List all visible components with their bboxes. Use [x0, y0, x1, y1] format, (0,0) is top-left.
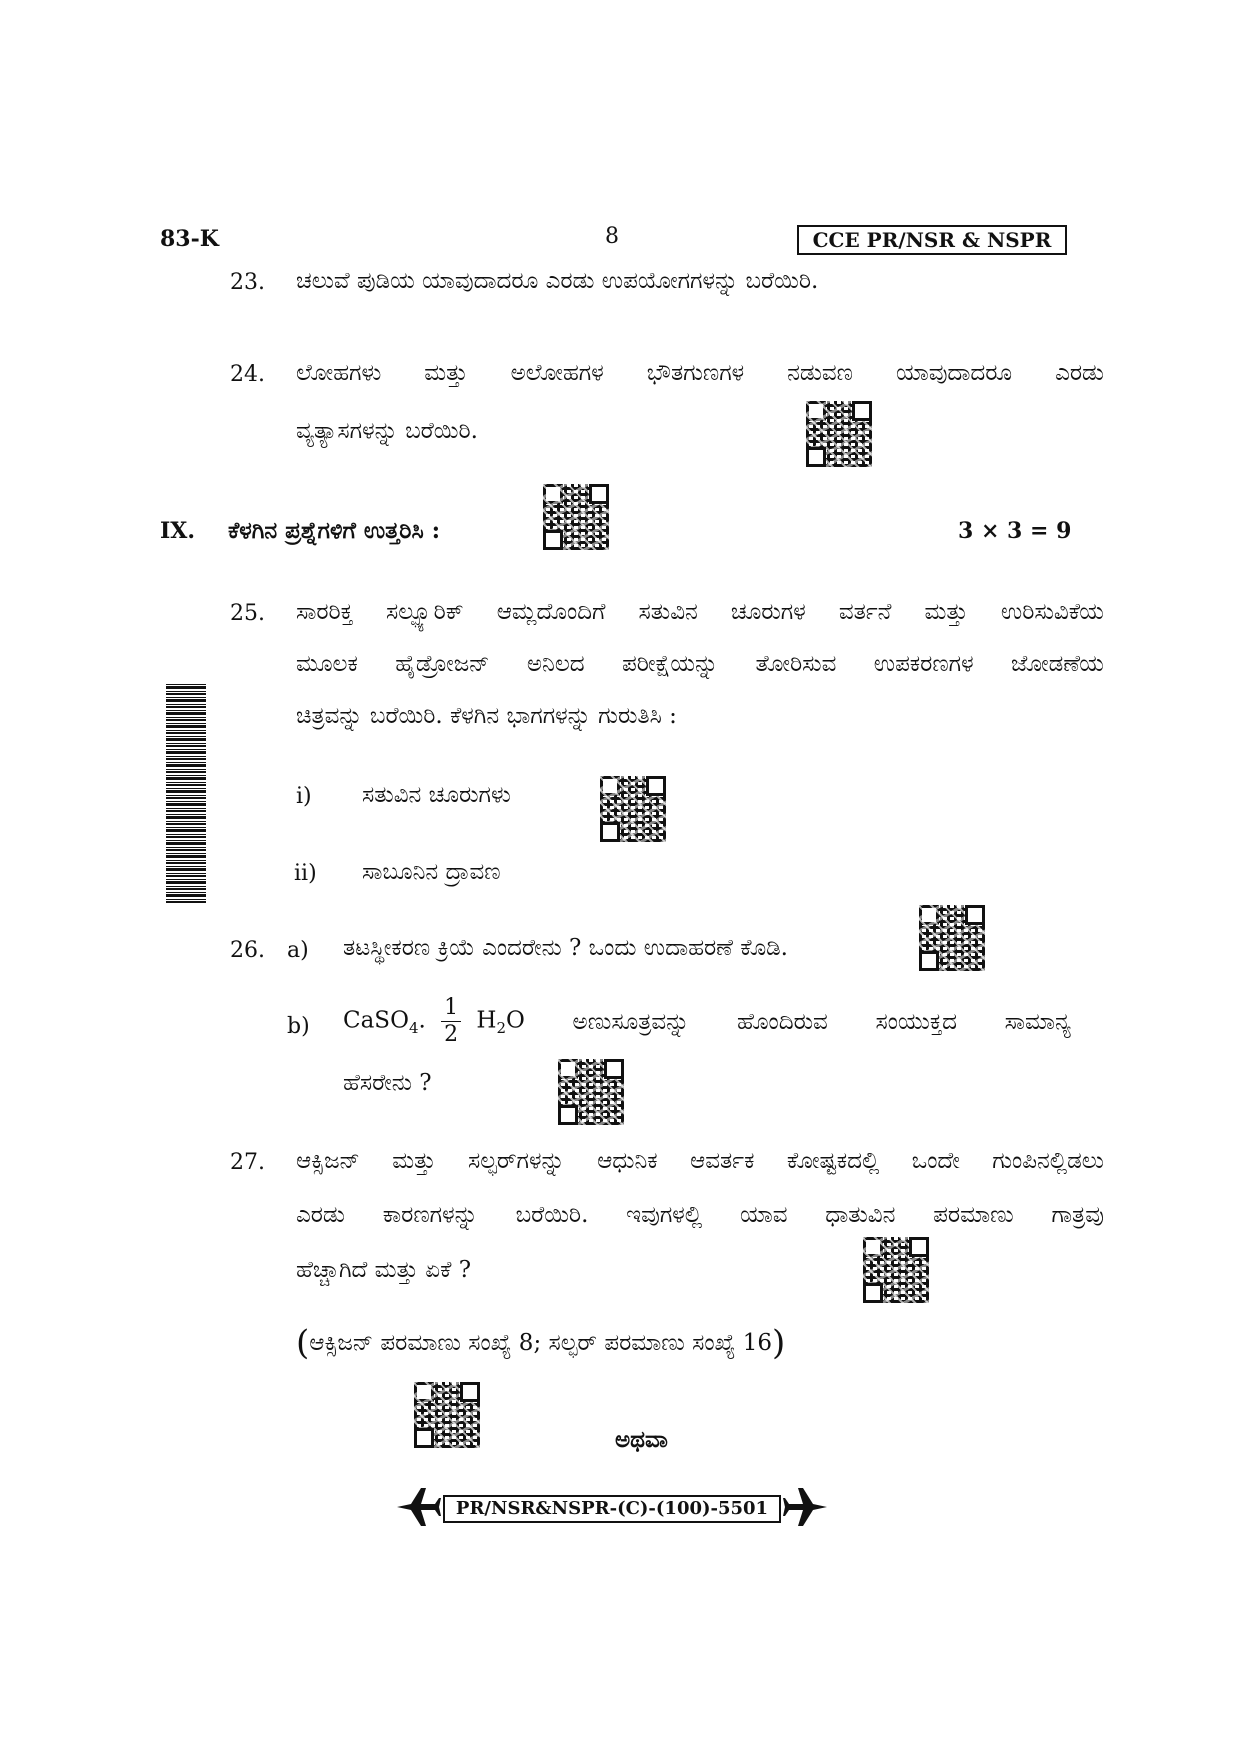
part-text: ಸಾಬೂನಿನ ದ್ರಾವಣ — [362, 859, 501, 885]
question-25-line-2 — [296, 651, 1104, 677]
question-number-25: 25. — [230, 601, 265, 626]
question-number-23: 23. — [230, 270, 265, 295]
part-label: i) — [296, 784, 312, 809]
word: ಸಾರರಿಕ್ತ — [296, 599, 353, 625]
word: ಇವುಗಳಲ್ಲಿ — [626, 1202, 703, 1228]
question-23-text: ಚಲುವೆ ಪುಡಿಯ ಯಾವುದಾದರೂ ಎರಡು ಉಪಯೋಗಗಳನ್ನು ಬರೆಯಿರಿ. — [296, 268, 819, 294]
word: ಬರೆಯಿರಿ. — [515, 1202, 589, 1228]
question-number-24: 24. — [230, 362, 265, 387]
word: ಎರಡು — [1055, 360, 1104, 386]
word: ಹೊಂದಿರುವ — [737, 1008, 828, 1035]
airplane-icon — [783, 1484, 829, 1530]
word: ನಡುವಣ — [787, 360, 853, 386]
word: ಸಂಯುಕ್ತದ — [875, 1008, 957, 1035]
section-title: ಕೆಳಗಿನ ಪ್ರಶ್ನೆಗಳಿಗೆ ಉತ್ತರಿಸಿ : — [228, 517, 441, 544]
word: ಗುಂಪಿನಲ್ಲಿಡಲು — [992, 1148, 1104, 1174]
part-text: ಸತುವಿನ ಚೂರುಗಳು — [362, 782, 511, 808]
word: ಯಾವುದಾದರೂ — [895, 360, 1013, 386]
word: ಅಲೋಹಗಳ — [510, 360, 604, 386]
barcode-icon — [166, 683, 206, 903]
word: ಸಾಮಾನ್ಯ — [1004, 1008, 1071, 1035]
question-27-line-1 — [296, 1148, 1104, 1174]
word: ಆಕ್ಸಿಜನ್ — [296, 1148, 360, 1174]
subpart-label: b) — [287, 1014, 310, 1039]
word: ಪರೀಕ್ಷೆಯನ್ನು — [621, 651, 719, 677]
qr-code-icon — [558, 1059, 624, 1125]
section-number: IX. — [160, 518, 196, 544]
word: ಮತ್ತು — [924, 599, 968, 625]
chemical-formula: CaSO$_4$. $\frac{1}{2}$ $H_2O$ — [343, 995, 525, 1047]
word: ತೋರಿಸುವ — [755, 651, 837, 677]
word: ವರ್ತನೆ — [838, 599, 892, 625]
word: ಜೋಡಣೆಯ — [1010, 651, 1104, 677]
word: ಕೋಷ್ಟಕದಲ್ಲಿ — [786, 1148, 880, 1174]
question-number-27: 27. — [230, 1150, 265, 1175]
word: ಆಧುನಿಕ — [597, 1148, 658, 1174]
word: ಲೋಹಗಳು — [296, 360, 382, 386]
word: ಆವರ್ತಕ — [690, 1148, 755, 1174]
word: ಉಪಕರಣಗಳ — [873, 651, 974, 677]
question-27-line-2 — [296, 1202, 1104, 1228]
part-label: ii) — [294, 861, 317, 886]
question-25-line-3: ಚಿತ್ರವನ್ನು ಬರೆಯಿರಿ. ಕೆಳಗಿನ ಭಾಗಗಳನ್ನು ಗುರುತಿಸಿ : — [296, 703, 677, 729]
question-number-26: 26. — [230, 938, 265, 963]
qr-code-icon — [806, 401, 872, 467]
word: ಒಂದೇ — [911, 1148, 960, 1174]
qr-code-icon — [600, 776, 666, 842]
airplane-icon — [395, 1484, 441, 1530]
or-label: ಅಥವಾ — [615, 1426, 668, 1453]
word: ಧಾತುವಿನ — [825, 1202, 896, 1228]
paper-code: 83-K — [160, 226, 219, 252]
word: ಸಲ್ಫ್ಯೂರಿಕ್ — [386, 599, 464, 625]
fraction: $\frac{1}{2}$ — [441, 995, 461, 1048]
page-number: 8 — [605, 224, 619, 249]
question-24-line-1 — [296, 360, 1104, 386]
qr-code-icon — [414, 1382, 480, 1448]
word: ಸಲ್ಫರ್‌ಗಳನ್ನು — [468, 1148, 565, 1174]
word: ಹೈಡ್ರೋಜನ್ — [395, 651, 490, 677]
word: ಅಣುಸೂತ್ರವನ್ನು — [572, 1008, 690, 1035]
word: ಉರಿಸುವಿಕೆಯ — [1000, 599, 1104, 625]
qr-code-icon — [863, 1237, 929, 1303]
word: ಭೌತಗುಣಗಳ — [646, 360, 745, 386]
question-25-line-1 — [296, 599, 1104, 625]
subpart-label: a) — [287, 938, 309, 963]
footer-code-box: PR/NSR&NSPR-(C)-(100)-5501 — [443, 1495, 781, 1523]
question-27-line-3: ಹೆಚ್ಚಾಗಿದೆ ಮತ್ತು ಏಕೆ ? — [296, 1257, 472, 1283]
qr-code-icon — [919, 905, 985, 971]
question-27-note: (ಆಕ್ಸಿಜನ್ ಪರಮಾಣು ಸಂಖ್ಯೆ 8; ಸಲ್ಫರ್ ಪರಮಾಣು ಸಂಖ್ಯೆ 16) — [296, 1323, 786, 1363]
word: ಎರಡು — [296, 1202, 345, 1228]
qr-code-icon — [543, 484, 609, 550]
word: ಮೂಲಕ — [296, 651, 358, 677]
word: ಚೂರುಗಳ — [730, 599, 806, 625]
word: ಕಾರಣಗಳನ್ನು — [382, 1202, 478, 1228]
question-26b-line-1 — [343, 995, 1071, 1048]
word: ಸತುವಿನ — [638, 599, 698, 625]
word: ಅನಿಲದ — [526, 651, 585, 677]
word: ಯಾವ — [739, 1202, 788, 1228]
word: ಆಮ್ಲದೊಂದಿಗೆ — [496, 599, 606, 625]
word: ಮತ್ತು — [392, 1148, 436, 1174]
question-26b-line-2: ಹೆಸರೇನು ? — [343, 1070, 432, 1096]
question-26a-text: ತಟಸ್ಥೀಕರಣ ಕ್ರಿಯೆ ಎಂದರೇನು ? ಒಂದು ಉದಾಹರಣೆ ಕೊಡಿ. — [343, 935, 788, 961]
word: ಪರಮಾಣು — [933, 1202, 1014, 1228]
word: ಗಾತ್ರವು — [1051, 1202, 1104, 1228]
section-marks: 3 × 3 = 9 — [958, 518, 1072, 544]
question-24-line-2: ವ್ಯತ್ಯಾಸಗಳನ್ನು ಬರೆಯಿರಿ. — [296, 418, 478, 444]
word: ಮತ್ತು — [424, 360, 468, 386]
exam-title-box: CCE PR/NSR & NSPR — [797, 225, 1067, 255]
